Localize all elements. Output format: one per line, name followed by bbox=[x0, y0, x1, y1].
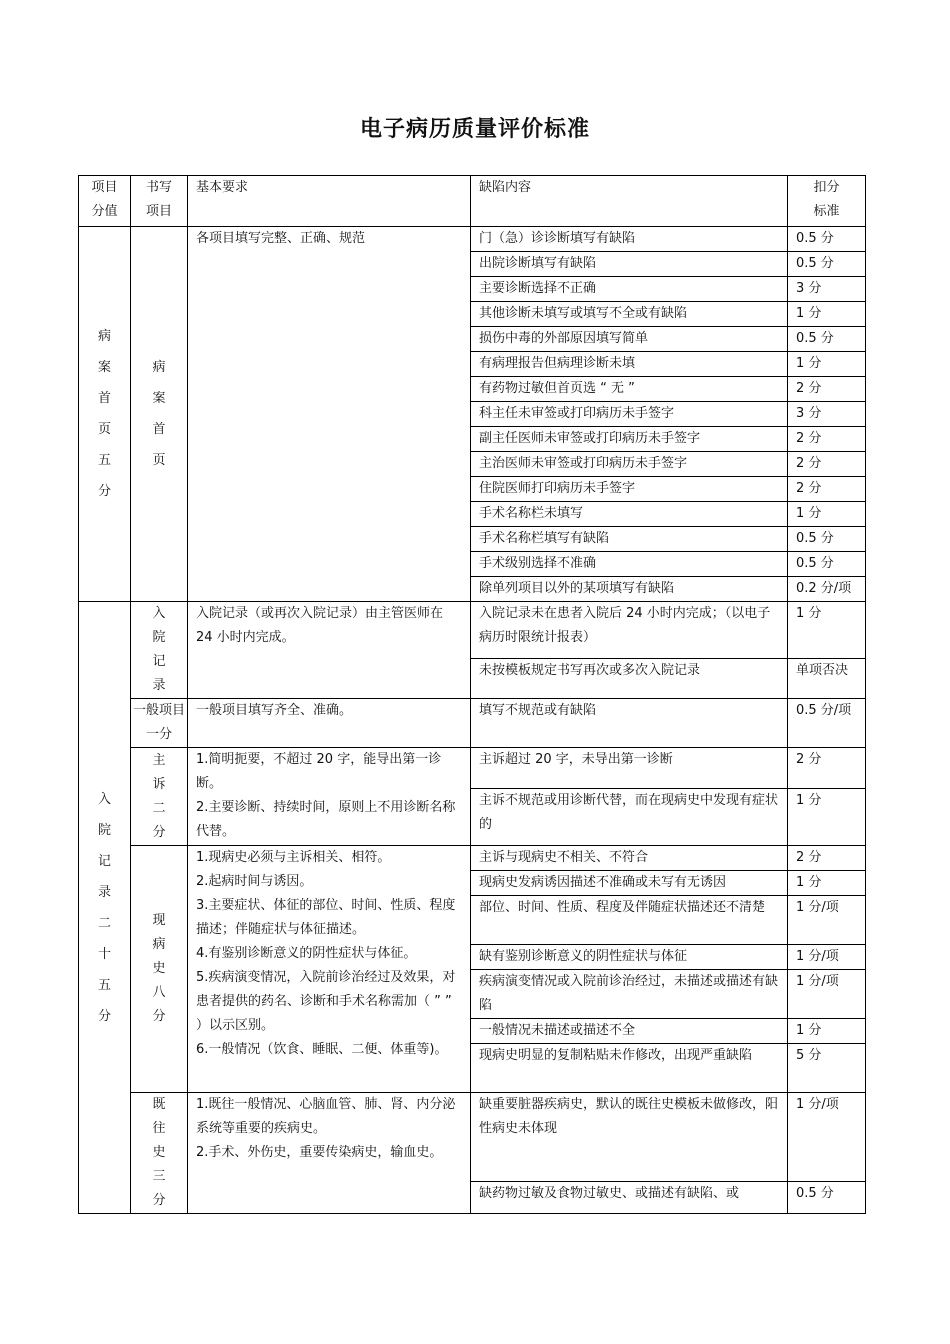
category-medical-record-front-page: 病 案 首 页 五 分 bbox=[79, 227, 131, 602]
defect-cell: 现病史发病诱因描述不准确或未写有无诱因 bbox=[471, 871, 788, 896]
requirement-present-illness: 1.现病史必须与主诉相关、相符。 2.起病时间与诱因。 3.主要症状、体征的部位、时间、性质、程度描述；伴随症状与体征描述。 4.有鉴别诊断意义的阴性症状与体征。 5.疾病演变情况，入院前诊治经过及效果，对患者提供的药名、诊断和手术名称需加（ ” ” ）以示区别。 6.一般情况（饮食、睡眠、二便、体重等)。 bbox=[188, 846, 471, 1093]
item-general: 一般项目一分 bbox=[131, 699, 188, 748]
score-cell: 1 分/项 bbox=[788, 945, 866, 970]
requirement-past-history: 1.既往一般情况、心脑血管、肺、肾、内分泌系统等重要的疾病史。 2.手术、外伤史，重要传染病史，输血史。 bbox=[188, 1093, 471, 1214]
score-cell: 单项否决 bbox=[788, 658, 866, 698]
header-basic-requirement: 基本要求 bbox=[188, 176, 471, 227]
header-writing-item: 书写 项目 bbox=[131, 176, 188, 227]
header-deduction-standard: 扣分 标准 bbox=[788, 176, 866, 227]
defect-cell: 副主任医师未审签或打印病历未手签字 bbox=[471, 427, 788, 452]
score-cell: 2 分 bbox=[788, 427, 866, 452]
header-project-score: 项目 分值 bbox=[79, 176, 131, 227]
score-cell: 1 分 bbox=[788, 871, 866, 896]
defect-cell: 一般情况未描述或描述不全 bbox=[471, 1019, 788, 1044]
defect-cell: 有药物过敏但首页选 “ 无 ” bbox=[471, 377, 788, 402]
defect-cell: 科主任未审签或打印病历未手签字 bbox=[471, 402, 788, 427]
score-cell: 0.5 分 bbox=[788, 552, 866, 577]
score-cell: 3 分 bbox=[788, 277, 866, 302]
defect-cell: 主诉不规范或用诊断代替，而在现病史中发现有症状的 bbox=[471, 789, 788, 846]
defect-cell: 现病史明显的复制粘贴未作修改，出现严重缺陷 bbox=[471, 1044, 788, 1093]
defect-cell: 缺重要脏器疾病史，默认的既往史模板未做修改，阳性病史未体现 bbox=[471, 1093, 788, 1182]
score-cell: 0.5 分 bbox=[788, 252, 866, 277]
score-cell: 0.5 分 bbox=[788, 327, 866, 352]
defect-cell: 损伤中毒的外部原因填写简单 bbox=[471, 327, 788, 352]
score-cell: 1 分 bbox=[788, 502, 866, 527]
score-cell: 0.2 分/项 bbox=[788, 577, 866, 602]
quality-standard-table bbox=[78, 175, 866, 1214]
score-cell: 2 分 bbox=[788, 377, 866, 402]
defect-cell: 手术级别选择不准确 bbox=[471, 552, 788, 577]
category-admission-record: 入 院 记 录 二 十 五 分 bbox=[79, 602, 131, 1214]
score-cell: 1 分/项 bbox=[788, 1093, 866, 1182]
score-cell: 1 分 bbox=[788, 302, 866, 327]
defect-cell: 主诉与现病史不相关、不符合 bbox=[471, 846, 788, 871]
defect-cell: 主要诊断选择不正确 bbox=[471, 277, 788, 302]
score-cell: 1 分 bbox=[788, 789, 866, 846]
defect-cell: 除单列项目以外的某项填写有缺陷 bbox=[471, 577, 788, 602]
table-row bbox=[79, 748, 866, 789]
score-cell: 2 分 bbox=[788, 748, 866, 789]
score-cell: 2 分 bbox=[788, 452, 866, 477]
requirement-chief-complaint: 1.简明扼要，不超过 20 字，能导出第一诊断。 2.主要诊断、持续时间，原则上不用诊断名称代替。 bbox=[188, 748, 471, 846]
defect-cell: 手术名称栏未填写 bbox=[471, 502, 788, 527]
item-medical-record-front-page: 病 案 首 页 bbox=[131, 227, 188, 602]
defect-cell: 有病理报告但病理诊断未填 bbox=[471, 352, 788, 377]
requirement-general: 一般项目填写齐全、准确。 bbox=[188, 699, 471, 748]
score-cell: 2 分 bbox=[788, 477, 866, 502]
requirement-front-page: 各项目填写完整、正确、规范 bbox=[188, 227, 471, 602]
score-cell: 0.5 分 bbox=[788, 227, 866, 252]
defect-cell: 部位、时间、性质、程度及伴随症状描述还不清楚 bbox=[471, 896, 788, 945]
score-cell: 1 分/项 bbox=[788, 970, 866, 1019]
defect-cell: 缺有鉴别诊断意义的阴性症状与体征 bbox=[471, 945, 788, 970]
header-defect-content: 缺陷内容 bbox=[471, 176, 788, 227]
defect-cell: 主治医师未审签或打印病历未手签字 bbox=[471, 452, 788, 477]
defect-cell: 住院医师打印病历未手签字 bbox=[471, 477, 788, 502]
score-cell: 5 分 bbox=[788, 1044, 866, 1093]
table-row bbox=[79, 602, 866, 659]
item-present-illness: 现 病 史 八 分 bbox=[131, 846, 188, 1093]
score-cell: 0.5 分/项 bbox=[788, 699, 866, 748]
defect-cell: 疾病演变情况或入院前诊治经过，未描述或描述有缺陷 bbox=[471, 970, 788, 1019]
defect-cell: 手术名称栏填写有缺陷 bbox=[471, 527, 788, 552]
item-admission-record: 入 院 记 录 bbox=[131, 602, 188, 699]
score-cell: 2 分 bbox=[788, 846, 866, 871]
requirement-admission-record: 入院记录（或再次入院记录）由主管医师在 24 小时内完成。 bbox=[188, 602, 471, 699]
score-cell: 1 分 bbox=[788, 352, 866, 377]
score-cell: 0.5 分 bbox=[788, 1182, 866, 1214]
table-header-row bbox=[79, 176, 866, 227]
table-row bbox=[79, 227, 866, 252]
defect-cell: 入院记录未在患者入院后 24 小时内完成；（以电子病历时限统计报表） bbox=[471, 602, 788, 659]
score-cell: 1 分 bbox=[788, 1019, 866, 1044]
item-past-history: 既 往 史 三 分 bbox=[131, 1093, 188, 1214]
document-title: 电子病历质量评价标准 bbox=[359, 117, 590, 142]
defect-cell: 填写不规范或有缺陷 bbox=[471, 699, 788, 748]
table-row bbox=[79, 846, 866, 871]
score-cell: 3 分 bbox=[788, 402, 866, 427]
score-cell: 1 分/项 bbox=[788, 896, 866, 945]
table-row bbox=[79, 1093, 866, 1182]
item-chief-complaint: 主 诉 二 分 bbox=[131, 748, 188, 846]
score-cell: 0.5 分 bbox=[788, 527, 866, 552]
defect-cell: 门（急）诊诊断填写有缺陷 bbox=[471, 227, 788, 252]
table-row bbox=[79, 699, 866, 748]
defect-cell: 主诉超过 20 字，未导出第一诊断 bbox=[471, 748, 788, 789]
defect-cell: 其他诊断未填写或填写不全或有缺陷 bbox=[471, 302, 788, 327]
defect-cell: 出院诊断填写有缺陷 bbox=[471, 252, 788, 277]
score-cell: 1 分 bbox=[788, 602, 866, 659]
defect-cell: 缺药物过敏及食物过敏史、或描述有缺陷、或 bbox=[471, 1182, 788, 1214]
defect-cell: 未按模板规定书写再次或多次入院记录 bbox=[471, 658, 788, 698]
